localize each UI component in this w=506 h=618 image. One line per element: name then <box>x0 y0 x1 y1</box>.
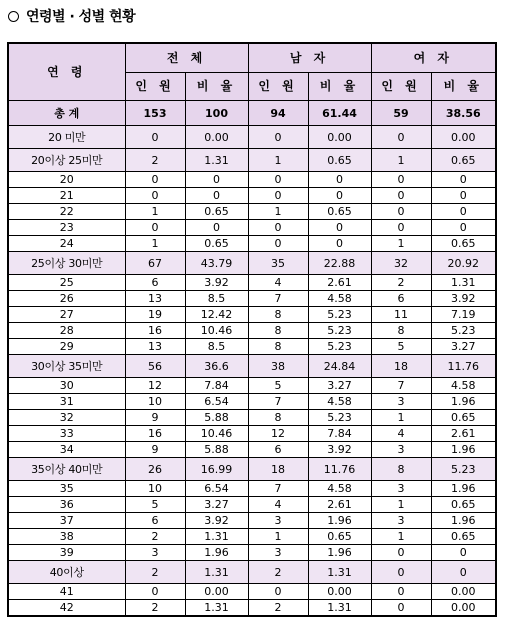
male-ratio: 0.65 <box>308 529 371 545</box>
female-ratio: 5.23 <box>431 458 496 481</box>
female-ratio: 0.00 <box>431 600 496 617</box>
age-label: 30 <box>8 378 125 394</box>
total-count: 3 <box>125 545 185 561</box>
total-count: 2 <box>125 149 185 172</box>
total-ratio: 0.65 <box>185 236 248 252</box>
total-ratio: 6.54 <box>185 394 248 410</box>
female-count: 5 <box>371 339 431 355</box>
female-ratio: 1.96 <box>431 481 496 497</box>
female-count: 3 <box>371 442 431 458</box>
total-ratio: 3.92 <box>185 513 248 529</box>
male-ratio: 4.58 <box>308 291 371 307</box>
age-label: 25 <box>8 275 125 291</box>
total-count: 26 <box>125 458 185 481</box>
total-count: 0 <box>125 188 185 204</box>
male-count: 0 <box>248 172 308 188</box>
table-row <box>8 481 496 497</box>
total-ratio: 1.31 <box>185 149 248 172</box>
female-count: 2 <box>371 275 431 291</box>
female-ratio: 0.65 <box>431 149 496 172</box>
total-count: 16 <box>125 323 185 339</box>
female-count: 0 <box>371 545 431 561</box>
male-ratio: 5.23 <box>308 307 371 323</box>
female-count: 3 <box>371 394 431 410</box>
male-ratio: 5.23 <box>308 339 371 355</box>
group-row <box>8 561 496 584</box>
age-label: 27 <box>8 307 125 323</box>
female-count: 1 <box>371 149 431 172</box>
female-ratio: 0 <box>431 220 496 236</box>
total-ratio: 7.84 <box>185 378 248 394</box>
page-title-text: 연령별 · 성별 현황 <box>26 9 136 25</box>
female-count: 59 <box>371 101 431 126</box>
total-count: 1 <box>125 204 185 220</box>
total-count: 0 <box>125 126 185 149</box>
total-count: 153 <box>125 101 185 126</box>
age-label: 22 <box>8 204 125 220</box>
male-count: 8 <box>248 410 308 426</box>
male-ratio: 3.27 <box>308 378 371 394</box>
female-ratio: 0.65 <box>431 529 496 545</box>
male-count: 8 <box>248 307 308 323</box>
male-count: 2 <box>248 600 308 617</box>
total-count: 67 <box>125 252 185 275</box>
table-row <box>8 426 496 442</box>
age-label: 28 <box>8 323 125 339</box>
total-ratio: 0.65 <box>185 204 248 220</box>
male-count: 2 <box>248 561 308 584</box>
total-ratio: 1.31 <box>185 600 248 617</box>
female-count: 0 <box>371 172 431 188</box>
age-label: 24 <box>8 236 125 252</box>
male-ratio: 1.31 <box>308 600 371 617</box>
male-ratio: 1.31 <box>308 561 371 584</box>
total-ratio: 5.88 <box>185 410 248 426</box>
male-ratio: 2.61 <box>308 275 371 291</box>
male-count: 8 <box>248 323 308 339</box>
header-age: 연 령 <box>8 43 125 101</box>
female-count: 18 <box>371 355 431 378</box>
male-ratio: 61.44 <box>308 101 371 126</box>
total-count: 16 <box>125 426 185 442</box>
page-title <box>8 5 135 27</box>
male-ratio: 22.88 <box>308 252 371 275</box>
male-ratio: 5.23 <box>308 410 371 426</box>
total-label: 총 계 <box>8 101 125 126</box>
male-count: 7 <box>248 394 308 410</box>
table-row <box>8 220 496 236</box>
total-count: 2 <box>125 600 185 617</box>
group-row <box>8 126 496 149</box>
group-row <box>8 355 496 378</box>
table-row <box>8 236 496 252</box>
female-count: 1 <box>371 529 431 545</box>
male-ratio: 1.96 <box>308 545 371 561</box>
total-count: 10 <box>125 481 185 497</box>
total-ratio: 10.46 <box>185 426 248 442</box>
female-ratio: 0 <box>431 561 496 584</box>
male-count: 18 <box>248 458 308 481</box>
total-count: 2 <box>125 529 185 545</box>
male-count: 0 <box>248 188 308 204</box>
group-row <box>8 149 496 172</box>
table-row <box>8 600 496 617</box>
age-label: 25이상 30미만 <box>8 252 125 275</box>
header-male-count: 인 원 <box>248 73 308 101</box>
table-row <box>8 410 496 426</box>
table-row <box>8 513 496 529</box>
female-count: 0 <box>371 126 431 149</box>
female-ratio: 1.96 <box>431 513 496 529</box>
total-ratio: 5.88 <box>185 442 248 458</box>
female-count: 1 <box>371 236 431 252</box>
male-count: 4 <box>248 275 308 291</box>
header-female: 여 자 <box>371 43 496 73</box>
female-count: 1 <box>371 410 431 426</box>
female-ratio: 4.58 <box>431 378 496 394</box>
female-ratio: 0.65 <box>431 410 496 426</box>
female-ratio: 2.61 <box>431 426 496 442</box>
female-count: 11 <box>371 307 431 323</box>
female-ratio: 3.27 <box>431 339 496 355</box>
male-count: 3 <box>248 513 308 529</box>
male-ratio: 1.96 <box>308 513 371 529</box>
group-row <box>8 458 496 481</box>
total-ratio: 0 <box>185 220 248 236</box>
header-male: 남 자 <box>248 43 371 73</box>
male-ratio: 0.00 <box>308 126 371 149</box>
circle-bullet-icon <box>8 11 19 22</box>
male-count: 7 <box>248 481 308 497</box>
total-count: 2 <box>125 561 185 584</box>
female-count: 7 <box>371 378 431 394</box>
total-count: 13 <box>125 291 185 307</box>
age-label: 30이상 35미만 <box>8 355 125 378</box>
total-ratio: 10.46 <box>185 323 248 339</box>
male-ratio: 24.84 <box>308 355 371 378</box>
table-row <box>8 584 496 600</box>
table-row <box>8 307 496 323</box>
table-row <box>8 529 496 545</box>
header-total: 전 체 <box>125 43 248 73</box>
male-count: 1 <box>248 204 308 220</box>
female-count: 0 <box>371 600 431 617</box>
male-ratio: 2.61 <box>308 497 371 513</box>
female-ratio: 0.00 <box>431 126 496 149</box>
female-count: 0 <box>371 584 431 600</box>
female-count: 0 <box>371 204 431 220</box>
total-ratio: 36.6 <box>185 355 248 378</box>
female-count: 0 <box>371 220 431 236</box>
table-row <box>8 378 496 394</box>
total-count: 13 <box>125 339 185 355</box>
total-count: 56 <box>125 355 185 378</box>
female-ratio: 0.65 <box>431 236 496 252</box>
age-label: 21 <box>8 188 125 204</box>
total-count: 1 <box>125 236 185 252</box>
total-count: 0 <box>125 584 185 600</box>
female-count: 1 <box>371 497 431 513</box>
age-label: 20 <box>8 172 125 188</box>
female-ratio: 11.76 <box>431 355 496 378</box>
male-count: 1 <box>248 149 308 172</box>
total-ratio: 8.5 <box>185 339 248 355</box>
male-ratio: 5.23 <box>308 323 371 339</box>
male-ratio: 0.65 <box>308 204 371 220</box>
female-ratio: 0 <box>431 545 496 561</box>
male-ratio: 4.58 <box>308 394 371 410</box>
total-ratio: 0.00 <box>185 584 248 600</box>
female-count: 8 <box>371 323 431 339</box>
age-label: 41 <box>8 584 125 600</box>
female-count: 4 <box>371 426 431 442</box>
header-female-count: 인 원 <box>371 73 431 101</box>
male-count: 4 <box>248 497 308 513</box>
total-ratio: 0.00 <box>185 126 248 149</box>
male-ratio: 0 <box>308 188 371 204</box>
total-ratio: 3.27 <box>185 497 248 513</box>
female-count: 32 <box>371 252 431 275</box>
female-count: 0 <box>371 561 431 584</box>
male-count: 94 <box>248 101 308 126</box>
age-label: 34 <box>8 442 125 458</box>
total-ratio: 12.42 <box>185 307 248 323</box>
age-label: 29 <box>8 339 125 355</box>
age-label: 38 <box>8 529 125 545</box>
age-label: 35 <box>8 481 125 497</box>
female-ratio: 1.96 <box>431 394 496 410</box>
male-ratio: 0.00 <box>308 584 371 600</box>
male-count: 38 <box>248 355 308 378</box>
male-count: 0 <box>248 236 308 252</box>
female-count: 3 <box>371 481 431 497</box>
table-row <box>8 275 496 291</box>
table-row <box>8 497 496 513</box>
total-ratio: 0 <box>185 172 248 188</box>
total-count: 9 <box>125 442 185 458</box>
total-ratio: 16.99 <box>185 458 248 481</box>
female-ratio: 0.65 <box>431 497 496 513</box>
female-ratio: 7.19 <box>431 307 496 323</box>
total-ratio: 100 <box>185 101 248 126</box>
male-ratio: 0 <box>308 172 371 188</box>
female-ratio: 0.00 <box>431 584 496 600</box>
age-label: 32 <box>8 410 125 426</box>
male-count: 0 <box>248 220 308 236</box>
female-ratio: 0 <box>431 172 496 188</box>
total-ratio: 0 <box>185 188 248 204</box>
female-ratio: 1.96 <box>431 442 496 458</box>
total-count: 5 <box>125 497 185 513</box>
female-ratio: 1.31 <box>431 275 496 291</box>
table-row <box>8 204 496 220</box>
female-count: 0 <box>371 188 431 204</box>
male-ratio: 0.65 <box>308 149 371 172</box>
age-label: 39 <box>8 545 125 561</box>
total-count: 10 <box>125 394 185 410</box>
total-ratio: 43.79 <box>185 252 248 275</box>
female-ratio: 38.56 <box>431 101 496 126</box>
total-ratio: 6.54 <box>185 481 248 497</box>
female-ratio: 20.92 <box>431 252 496 275</box>
male-count: 35 <box>248 252 308 275</box>
table-row <box>8 339 496 355</box>
male-ratio: 3.92 <box>308 442 371 458</box>
male-ratio: 0 <box>308 220 371 236</box>
male-count: 7 <box>248 291 308 307</box>
table-row <box>8 545 496 561</box>
age-label: 37 <box>8 513 125 529</box>
total-ratio: 8.5 <box>185 291 248 307</box>
group-row <box>8 252 496 275</box>
table-row <box>8 188 496 204</box>
age-label: 33 <box>8 426 125 442</box>
table-row <box>8 291 496 307</box>
table-row <box>8 442 496 458</box>
total-count: 0 <box>125 220 185 236</box>
male-ratio: 7.84 <box>308 426 371 442</box>
age-label: 20 미만 <box>8 126 125 149</box>
female-ratio: 0 <box>431 188 496 204</box>
age-label: 36 <box>8 497 125 513</box>
age-label: 31 <box>8 394 125 410</box>
age-label: 42 <box>8 600 125 617</box>
female-count: 8 <box>371 458 431 481</box>
male-count: 3 <box>248 545 308 561</box>
female-ratio: 3.92 <box>431 291 496 307</box>
female-count: 3 <box>371 513 431 529</box>
female-ratio: 0 <box>431 204 496 220</box>
total-count: 6 <box>125 275 185 291</box>
header-total-count: 인 원 <box>125 73 185 101</box>
male-count: 1 <box>248 529 308 545</box>
male-ratio: 11.76 <box>308 458 371 481</box>
total-count: 19 <box>125 307 185 323</box>
table-row <box>8 323 496 339</box>
male-count: 12 <box>248 426 308 442</box>
total-count: 0 <box>125 172 185 188</box>
total-ratio: 1.31 <box>185 529 248 545</box>
header-male-ratio: 비 율 <box>308 73 371 101</box>
total-ratio: 1.31 <box>185 561 248 584</box>
table-row <box>8 394 496 410</box>
female-count: 6 <box>371 291 431 307</box>
age-label: 23 <box>8 220 125 236</box>
age-label: 40이상 <box>8 561 125 584</box>
age-label: 26 <box>8 291 125 307</box>
total-ratio: 3.92 <box>185 275 248 291</box>
male-count: 0 <box>248 126 308 149</box>
age-gender-table <box>7 42 497 617</box>
total-count: 6 <box>125 513 185 529</box>
male-count: 6 <box>248 442 308 458</box>
header-female-ratio: 비 율 <box>431 73 496 101</box>
male-count: 8 <box>248 339 308 355</box>
total-count: 9 <box>125 410 185 426</box>
total-row <box>8 101 496 126</box>
male-count: 0 <box>248 584 308 600</box>
male-count: 5 <box>248 378 308 394</box>
male-ratio: 4.58 <box>308 481 371 497</box>
header-total-ratio: 비 율 <box>185 73 248 101</box>
female-ratio: 5.23 <box>431 323 496 339</box>
total-ratio: 1.96 <box>185 545 248 561</box>
male-ratio: 0 <box>308 236 371 252</box>
total-count: 12 <box>125 378 185 394</box>
age-label: 20이상 25미만 <box>8 149 125 172</box>
age-label: 35이상 40미만 <box>8 458 125 481</box>
table-row <box>8 172 496 188</box>
